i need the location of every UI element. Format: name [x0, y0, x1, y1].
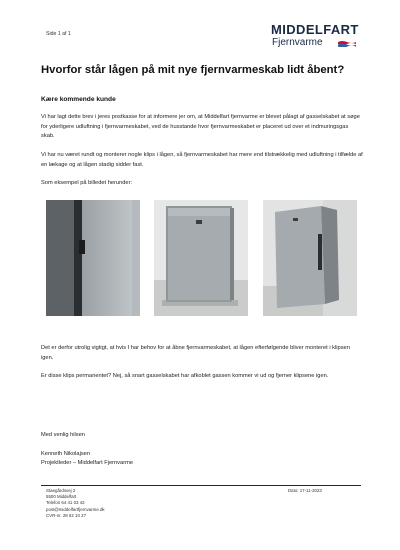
footer-date: Dato: 17-11-2023	[288, 488, 322, 493]
signature-title: Projektleder – Middelfart Fjernvarme	[41, 460, 133, 466]
paragraph-3: Som eksempel på billedet herunder:	[41, 180, 133, 186]
footer-line: Staegårdsvej 2	[46, 488, 76, 493]
footer-divider	[41, 485, 361, 486]
footer-email-link[interactable]: post@middelfartfjernvarme.dk	[46, 506, 105, 512]
signature-name: Kenneth Nikolajsen	[41, 451, 91, 457]
photo-cabinet-front	[154, 200, 248, 316]
photo-cabinet-side-open	[263, 200, 357, 316]
paragraph-4: Det er derfor utrolig vigtigt, at hvis I har behov for at åbne fjernvarmeskabet, at lågen efterfølgende bliver monteret i klipsen igen.	[41, 345, 350, 361]
footer-line: Telefon 64 41 03 42	[46, 500, 85, 506]
footer-line: 5500 Middelfart	[46, 494, 77, 500]
logo-flag-icon	[338, 41, 356, 47]
page-number: Side 1 af 1	[46, 31, 71, 37]
footer-address	[46, 488, 105, 519]
footer-line: CVR-nr. 28 62 10 27	[46, 512, 87, 518]
paragraph-5: Er disse klips permanentet? Nej, så snart gasselskabet har afkoblet gassen kommer vi ud og fjerner klipsene igen.	[41, 373, 329, 379]
page-title: Hvorfor står lågen på mit nye fjernvarmeskab lidt åbent?	[41, 64, 345, 76]
greeting: Kære kommende kunde	[41, 96, 116, 103]
photo-closeup-cabinet-door-clip	[46, 200, 140, 316]
logo-line1: MIDDELFART	[271, 22, 359, 37]
paragraph-1: Vi har lagt dette brev i jeres postkasse for at informere jer om, at Middelfart fjernvarme er blevet pålagt af gasselskabet at søge for yderligere udluftning i fjernvarmeskabet, ved de husstande hvor fjernvarmeskabet er placeret ud over et indmuringsgas skab.	[41, 114, 360, 140]
closing-salutation: Med venlig hilsen	[41, 432, 85, 438]
company-logo	[271, 22, 357, 50]
logo-line2: Fjernvarme	[272, 37, 323, 48]
paragraph-2: Vi har nu været rundt og monterer nogle klips i lågen, så fjernvarmeskabet har mere end tilstrækkelig med udluftning i tilfælde af en lækage og at lågen stadig sidder fast.	[41, 152, 363, 168]
